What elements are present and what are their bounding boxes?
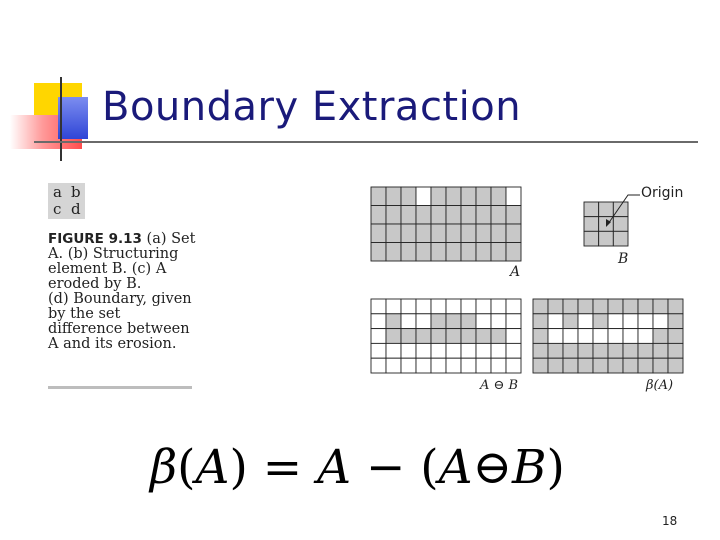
grid-cell-empty — [431, 358, 446, 373]
grid-cell-filled — [578, 299, 593, 314]
grid-cell-filled — [371, 187, 386, 206]
formula-minus: − — [351, 440, 421, 495]
grid-cell-filled — [431, 206, 446, 225]
caption-line-7: difference between — [48, 321, 190, 337]
grid-cell-empty — [638, 329, 653, 344]
grid-cell-empty — [386, 358, 401, 373]
caption-line-5: (d) Boundary, given — [48, 291, 192, 307]
grid-cell-empty — [386, 343, 401, 358]
grid-cell-empty — [416, 343, 431, 358]
grid-cell-filled — [613, 231, 628, 246]
grid-cell-filled — [446, 243, 461, 262]
grid-cell-empty — [506, 299, 521, 314]
grid-cell-filled — [506, 206, 521, 225]
grid-cell-filled — [668, 314, 683, 329]
grid-cell-filled — [623, 358, 638, 373]
grid-cell-filled — [668, 299, 683, 314]
grid-cell-empty — [461, 299, 476, 314]
grid-cell-filled — [401, 206, 416, 225]
grid-cell-empty — [608, 329, 623, 344]
struct-b-label: B — [618, 251, 629, 267]
caption-rule — [48, 386, 192, 389]
grid-cell-filled — [431, 224, 446, 243]
grid-cell-empty — [371, 343, 386, 358]
grid-cell-filled — [563, 299, 578, 314]
grid-cell-filled — [461, 187, 476, 206]
grid-cell-filled — [401, 187, 416, 206]
grid-cell-filled — [476, 243, 491, 262]
grid-cell-filled — [608, 299, 623, 314]
grid-cell-filled — [578, 343, 593, 358]
grid-cell-filled — [506, 243, 521, 262]
grid-cell-empty — [371, 299, 386, 314]
grid-cell-filled — [476, 329, 491, 344]
caption-line-6: by the set — [48, 306, 121, 322]
grid-cell-filled — [431, 329, 446, 344]
grid-cell-filled — [476, 224, 491, 243]
grid-cell-empty — [563, 329, 578, 344]
grid-cell-empty — [401, 299, 416, 314]
grid-cell-empty — [371, 314, 386, 329]
grid-cell-filled — [386, 187, 401, 206]
grid-cell-filled — [638, 358, 653, 373]
grid-cell-empty — [623, 314, 638, 329]
grid-cell-empty — [446, 343, 461, 358]
grid-cell-filled — [548, 343, 563, 358]
boundary-label: β(A) — [646, 378, 674, 393]
grid-cell-filled — [461, 329, 476, 344]
grid-cell-filled — [653, 329, 668, 344]
panel-key-d: d — [71, 200, 81, 218]
grid-cell-filled — [533, 358, 548, 373]
grid-cell-filled — [653, 358, 668, 373]
grid-cell-filled — [416, 224, 431, 243]
grid-cell-filled — [593, 299, 608, 314]
grid-cell-filled — [476, 206, 491, 225]
grid-cell-empty — [476, 299, 491, 314]
grid-cell-filled — [533, 314, 548, 329]
grid-cell-filled — [584, 231, 599, 246]
grid-cell-filled — [431, 243, 446, 262]
origin-label: Origin — [641, 185, 684, 201]
grid-cell-empty — [506, 187, 521, 206]
grid-cell-filled — [599, 231, 614, 246]
grid-cell-empty — [491, 343, 506, 358]
grid-cell-empty — [491, 358, 506, 373]
grid-cell-filled — [593, 314, 608, 329]
panel-key-c: c — [53, 200, 62, 218]
grid-cell-empty — [476, 314, 491, 329]
grid-cell-filled — [584, 202, 599, 217]
grid-cell-filled — [668, 343, 683, 358]
grid-cell-empty — [653, 314, 668, 329]
grid-cell-filled — [533, 329, 548, 344]
grid-cell-filled — [638, 343, 653, 358]
grid-cell-empty — [416, 314, 431, 329]
grid-cell-filled — [563, 314, 578, 329]
grid-cell-filled — [476, 187, 491, 206]
grid-cell-filled — [563, 343, 578, 358]
decor-blue-square — [58, 97, 88, 139]
grid-cell-empty — [506, 314, 521, 329]
grid-cell-filled — [416, 329, 431, 344]
caption-line-8: A and its erosion. — [48, 336, 177, 352]
grid-cell-empty — [476, 358, 491, 373]
grid-cell-filled — [401, 224, 416, 243]
grid-cell-empty — [401, 343, 416, 358]
grid-cell-empty — [491, 314, 506, 329]
grid-cell-filled — [446, 314, 461, 329]
grid-cell-filled — [533, 299, 548, 314]
grid-cell-empty — [416, 358, 431, 373]
grid-cell-filled — [416, 243, 431, 262]
grid-cell-filled — [461, 206, 476, 225]
grid-cell-filled — [548, 358, 563, 373]
formula-equals: = — [247, 440, 318, 495]
grid-cell-filled — [506, 224, 521, 243]
set-a-label: A — [510, 264, 521, 280]
grid-cell-filled — [491, 224, 506, 243]
figure-caption — [48, 232, 198, 352]
grid-cell-filled — [623, 343, 638, 358]
grid-cell-filled — [653, 299, 668, 314]
grid-cell-empty — [578, 314, 593, 329]
grid-cell-empty — [593, 329, 608, 344]
grid-cell-empty — [506, 358, 521, 373]
grid-cell-empty — [386, 299, 401, 314]
grid-cell-filled — [401, 329, 416, 344]
grid-cell-filled — [668, 358, 683, 373]
grid-cell-filled — [653, 343, 668, 358]
grid-cell-empty — [548, 314, 563, 329]
grid-cell-filled — [446, 187, 461, 206]
grid-cell-filled — [371, 224, 386, 243]
boundary-formula: β(A) = A − (A⊖B) — [150, 440, 565, 495]
grid-cell-filled — [371, 243, 386, 262]
grid-cell-empty — [446, 299, 461, 314]
caption-line-4: eroded by B. — [48, 276, 142, 292]
grid-cell-filled — [386, 314, 401, 329]
panel-key — [48, 183, 85, 219]
grid-cell-empty — [401, 314, 416, 329]
caption-line-1: FIGURE 9.13 (a) Set — [48, 231, 196, 247]
grid-cell-filled — [491, 329, 506, 344]
grid-cell-empty — [461, 358, 476, 373]
grid-cell-filled — [446, 206, 461, 225]
grid-cell-empty — [638, 314, 653, 329]
decor-vertical-line — [60, 77, 62, 161]
grid-cell-filled — [491, 206, 506, 225]
grid-cell-filled — [593, 343, 608, 358]
grid-cell-filled — [371, 206, 386, 225]
page-number: 18 — [662, 514, 678, 528]
caption-lead: FIGURE 9.13 — [48, 231, 142, 247]
grid-cell-filled — [401, 243, 416, 262]
grid-cell-filled — [461, 243, 476, 262]
grid-cell-empty — [548, 329, 563, 344]
grid-cell-filled — [584, 217, 599, 232]
grid-cell-filled — [608, 358, 623, 373]
grid-cell-filled — [608, 343, 623, 358]
grid-cell-filled — [533, 343, 548, 358]
grid-cell-filled — [386, 329, 401, 344]
panel-key-b: b — [71, 183, 81, 201]
grid-cell-filled — [386, 224, 401, 243]
formula-beta: β — [150, 440, 178, 495]
grid-cell-empty — [401, 358, 416, 373]
grid-cell-empty — [476, 343, 491, 358]
grid-cell-empty — [371, 358, 386, 373]
grid-cell-empty — [461, 343, 476, 358]
grid-cell-filled — [431, 187, 446, 206]
grid-cell-empty — [446, 358, 461, 373]
grid-cell-filled — [416, 206, 431, 225]
grid-cell-filled — [593, 358, 608, 373]
grid-cell-filled — [461, 314, 476, 329]
boundary-grid — [532, 298, 684, 374]
caption-line-2: A. (b) Structuring — [48, 246, 179, 262]
figure-caption-panel — [48, 183, 196, 391]
grid-cell-empty — [431, 343, 446, 358]
grid-cell-empty — [506, 329, 521, 344]
erosion-label: A ⊖ B — [480, 378, 519, 393]
grid-cell-filled — [623, 299, 638, 314]
grid-cell-filled — [578, 358, 593, 373]
grid-cell-empty — [416, 187, 431, 206]
grid-cell-filled — [386, 206, 401, 225]
grid-cell-empty — [491, 299, 506, 314]
grid-cell-filled — [491, 187, 506, 206]
grid-cell-empty — [416, 299, 431, 314]
grid-cell-filled — [548, 299, 563, 314]
slide-title: Boundary Extraction — [102, 84, 522, 130]
grid-cell-filled — [431, 314, 446, 329]
grid-cell-filled — [446, 224, 461, 243]
grid-cell-empty — [431, 299, 446, 314]
title-underline — [34, 141, 698, 143]
caption-line-3: element B. (c) A — [48, 261, 167, 277]
grid-cell-empty — [608, 314, 623, 329]
grid-cell-filled — [461, 224, 476, 243]
erosion-grid — [370, 298, 522, 374]
grid-cell-empty — [506, 343, 521, 358]
set-a-grid — [370, 186, 522, 262]
grid-cell-empty — [578, 329, 593, 344]
grid-cell-filled — [638, 299, 653, 314]
grid-cell-empty — [623, 329, 638, 344]
grid-cell-filled — [563, 358, 578, 373]
grid-cell-filled — [446, 329, 461, 344]
grid-cell-filled — [668, 329, 683, 344]
panel-key-a: a — [53, 183, 62, 201]
formula-erode: ⊖ — [472, 440, 512, 495]
grid-cell-filled — [386, 243, 401, 262]
grid-cell-empty — [371, 329, 386, 344]
grid-cell-filled — [491, 243, 506, 262]
